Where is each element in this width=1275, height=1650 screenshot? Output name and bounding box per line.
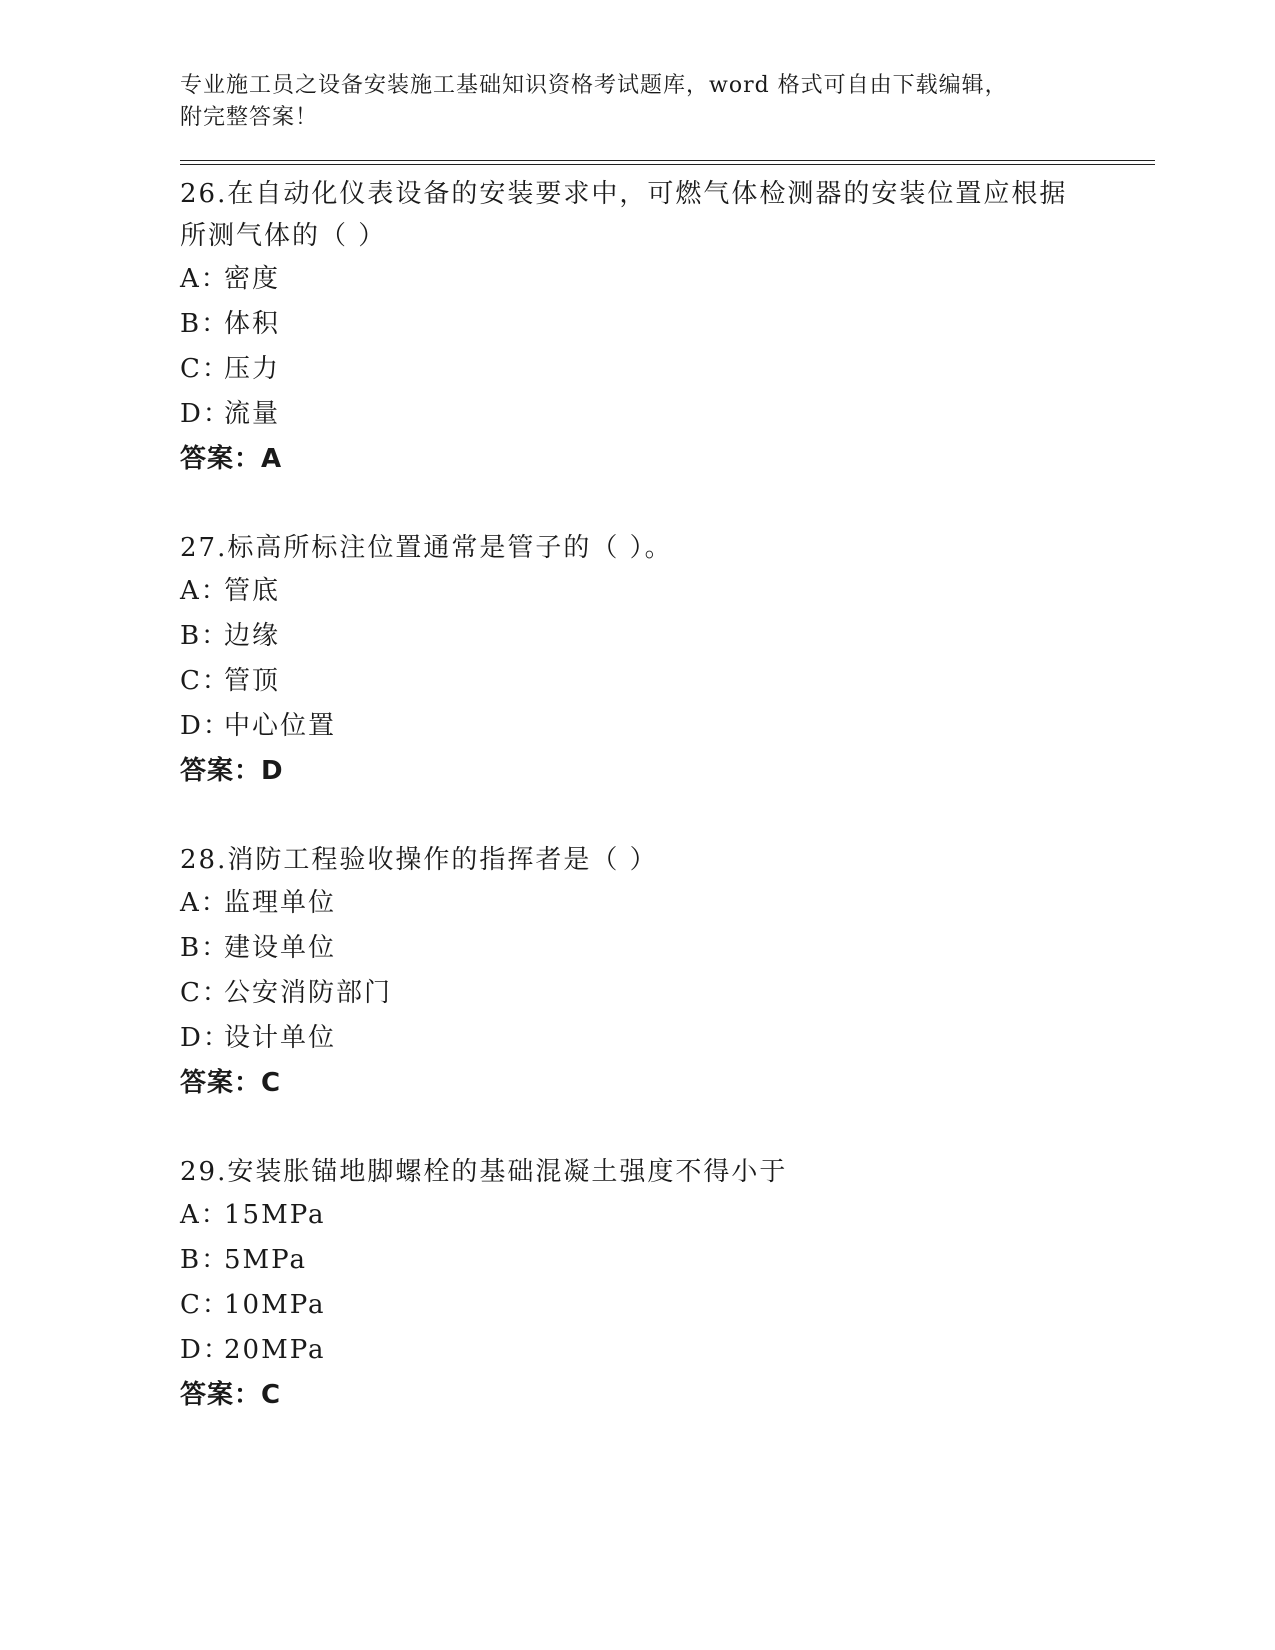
option-text: 中心位置 <box>224 711 337 741</box>
option-letter: A： <box>180 576 229 606</box>
option-letter: B： <box>180 621 230 651</box>
option-letter: D： <box>180 711 231 741</box>
option-letter: C： <box>180 666 230 696</box>
option-item <box>180 1328 1155 1373</box>
option-item <box>180 659 1155 704</box>
question-block <box>180 527 1155 793</box>
option-text: 10MPa <box>224 1290 326 1320</box>
option-text: 密度 <box>224 264 281 294</box>
option-letter: B： <box>180 933 230 963</box>
option-letter: D： <box>180 399 231 429</box>
option-text: 5MPa <box>224 1245 307 1275</box>
option-item <box>180 971 1155 1016</box>
option-text: 公安消防部门 <box>224 978 393 1008</box>
option-item <box>180 347 1155 392</box>
option-letter: B： <box>180 309 230 339</box>
option-text: 监理单位 <box>224 888 337 918</box>
option-text: 设计单位 <box>224 1023 337 1053</box>
question-stem: 29.安装胀锚地脚螺栓的基础混凝土强度不得小于 <box>180 1157 788 1187</box>
option-list <box>180 1193 1155 1373</box>
option-item <box>180 926 1155 971</box>
question-stem: 28.消防工程验收操作的指挥者是（ ） <box>180 845 658 875</box>
option-text: 20MPa <box>224 1335 326 1365</box>
option-text: 流量 <box>224 399 281 429</box>
option-letter: C： <box>180 978 230 1008</box>
option-text: 15MPa <box>224 1200 326 1230</box>
document-page <box>180 70 1155 1463</box>
question-block <box>180 173 1155 481</box>
option-list <box>180 569 1155 749</box>
option-item <box>180 1283 1155 1328</box>
answer-line: 答案：D <box>180 756 284 786</box>
option-item <box>180 1193 1155 1238</box>
option-item <box>180 704 1155 749</box>
option-item <box>180 614 1155 659</box>
option-letter: A： <box>180 1200 229 1230</box>
option-list <box>180 257 1155 437</box>
question-list <box>180 173 1155 1417</box>
answer-line: 答案：C <box>180 1068 282 1098</box>
option-text: 边缘 <box>224 621 281 651</box>
question-stem: 27.标高所标注位置通常是管子的（ ）。 <box>180 533 673 563</box>
question-block <box>180 839 1155 1105</box>
option-letter: A： <box>180 264 229 294</box>
option-letter: B： <box>180 1245 230 1275</box>
header-divider <box>180 160 1155 165</box>
option-item <box>180 569 1155 614</box>
answer-line: 答案：A <box>180 444 283 474</box>
option-item <box>180 392 1155 437</box>
option-letter: C： <box>180 1290 230 1320</box>
document-header: 专业施工员之设备安装施工基础知识资格考试题库，word 格式可自由下载编辑， 附完整答案！ <box>180 73 1008 130</box>
option-item <box>180 257 1155 302</box>
question-stem: 26.在自动化仪表设备的安装要求中，可燃气体检测器的安装位置应根据所测气体的（ ） <box>180 179 1068 251</box>
option-letter: D： <box>180 1335 231 1365</box>
option-text: 压力 <box>224 354 281 384</box>
answer-line: 答案：C <box>180 1380 282 1410</box>
option-text: 管底 <box>224 576 281 606</box>
option-text: 建设单位 <box>224 933 337 963</box>
option-text: 体积 <box>224 309 281 339</box>
option-letter: A： <box>180 888 229 918</box>
option-item <box>180 1238 1155 1283</box>
option-item <box>180 302 1155 347</box>
option-item <box>180 1016 1155 1061</box>
option-letter: D： <box>180 1023 231 1053</box>
option-text: 管顶 <box>224 666 281 696</box>
option-item <box>180 881 1155 926</box>
question-block <box>180 1151 1155 1417</box>
option-list <box>180 881 1155 1061</box>
option-letter: C： <box>180 354 230 384</box>
